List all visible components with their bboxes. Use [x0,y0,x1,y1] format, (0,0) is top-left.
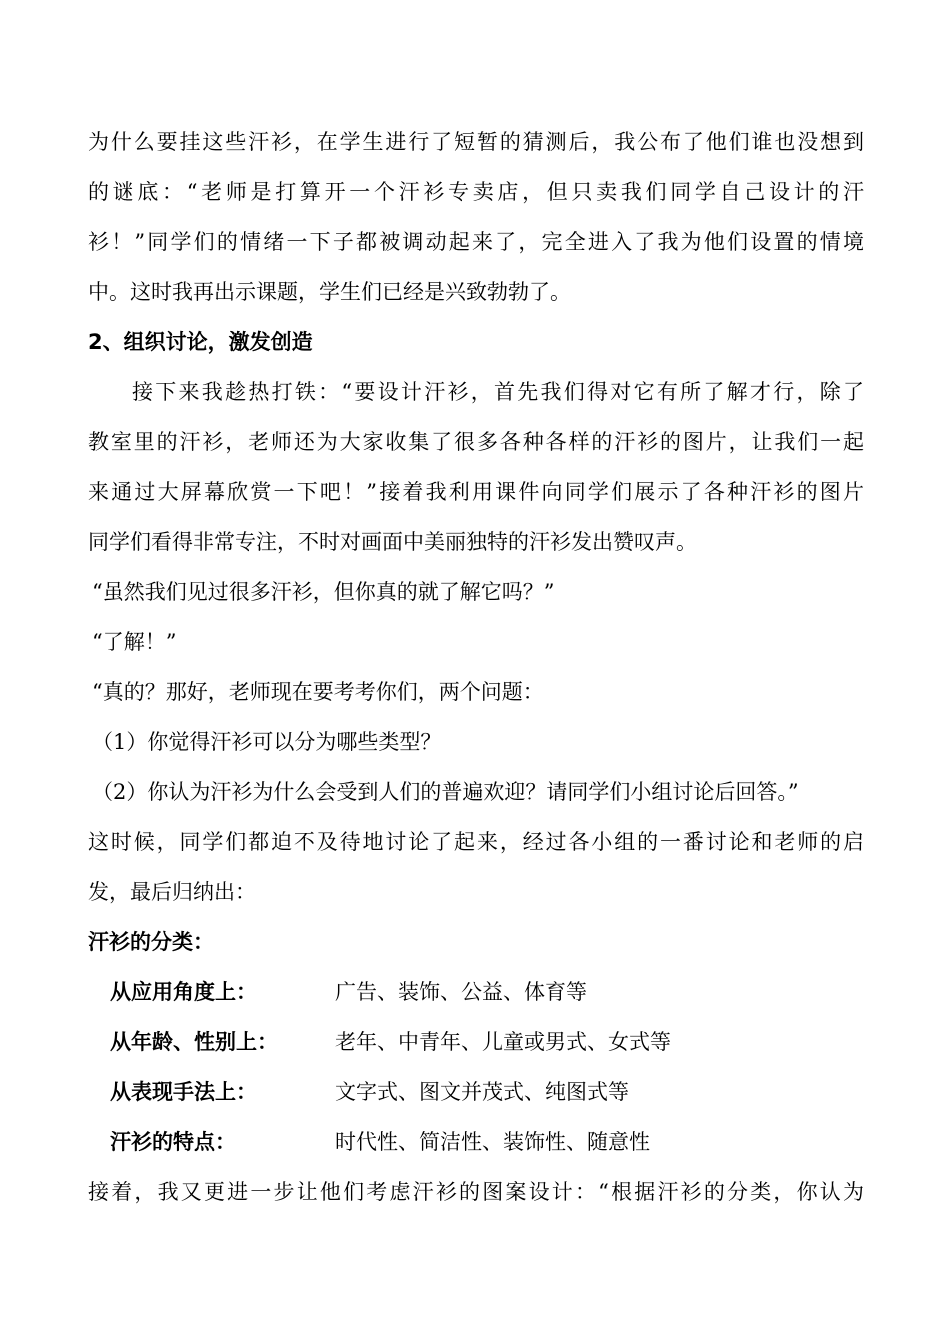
dialogue-line: “了解！” [92,630,177,654]
paragraph-line: 中。这时我再出示课题，学生们已经是兴致勃勃了。 [88,280,571,304]
paragraph-line: 接下来我趁热打铁：“要设计汗衫，首先我们得对它有所了解才行，除了 [132,380,864,404]
classification-value: 时代性、简洁性、装饰性、随意性 [335,1130,650,1154]
paragraph-line: 衫！”同学们的情绪一下子都被调动起来了，完全进入了我为他们设置的情境 [88,230,864,254]
classification-value: 文字式、图文并茂式、纯图式等 [335,1080,629,1104]
paragraph-line: 这时候，同学们都迫不及待地讨论了起来，经过各小组的一番讨论和老师的启 [88,830,864,854]
section-heading: 2、组织讨论，激发创造 [88,330,313,354]
paragraph-line: 发，最后归纳出： [88,880,256,904]
paragraph-line: 的谜底：“老师是打算开一个汗衫专卖店，但只卖我们同学自己设计的汗 [88,180,864,204]
paragraph-line: 来通过大屏幕欣赏一下吧！”接着我利用课件向同学们展示了各种汗衫的图片 [88,480,864,504]
classification-heading: 汗衫的分类： [88,930,214,954]
question-line: （2）你认为汗衫为什么会受到人们的普遍欢迎？请同学们小组讨论后回答。” [92,780,799,804]
classification-label: 汗衫的特点： [110,1130,236,1154]
paragraph-line: 同学们看得非常专注，不时对画面中美丽独特的汗衫发出赞叹声。 [88,530,697,554]
dialogue-line: “真的？那好，老师现在要考考你们，两个问题： [92,680,544,704]
classification-value: 广告、装饰、公益、体育等 [335,980,587,1004]
paragraph-line: 接着，我又更进一步让他们考虑汗衫的图案设计：“根据汗衫的分类，你认为 [88,1180,864,1204]
question-line: （1）你觉得汗衫可以分为哪些类型？ [92,730,442,754]
classification-label: 从表现手法上： [110,1080,257,1104]
classification-value: 老年、中青年、儿童或男式、女式等 [335,1030,671,1054]
classification-label: 从应用角度上： [110,980,257,1004]
paragraph-line: 为什么要挂这些汗衫，在学生进行了短暂的猜测后，我公布了他们谁也没想到 [88,130,864,154]
classification-label: 从年龄、性别上： [110,1030,278,1054]
dialogue-line: “虽然我们见过很多汗衫，但你真的就了解它吗？” [92,580,555,604]
paragraph-line: 教室里的汗衫，老师还为大家收集了很多各种各样的汗衫的图片，让我们一起 [88,430,864,454]
